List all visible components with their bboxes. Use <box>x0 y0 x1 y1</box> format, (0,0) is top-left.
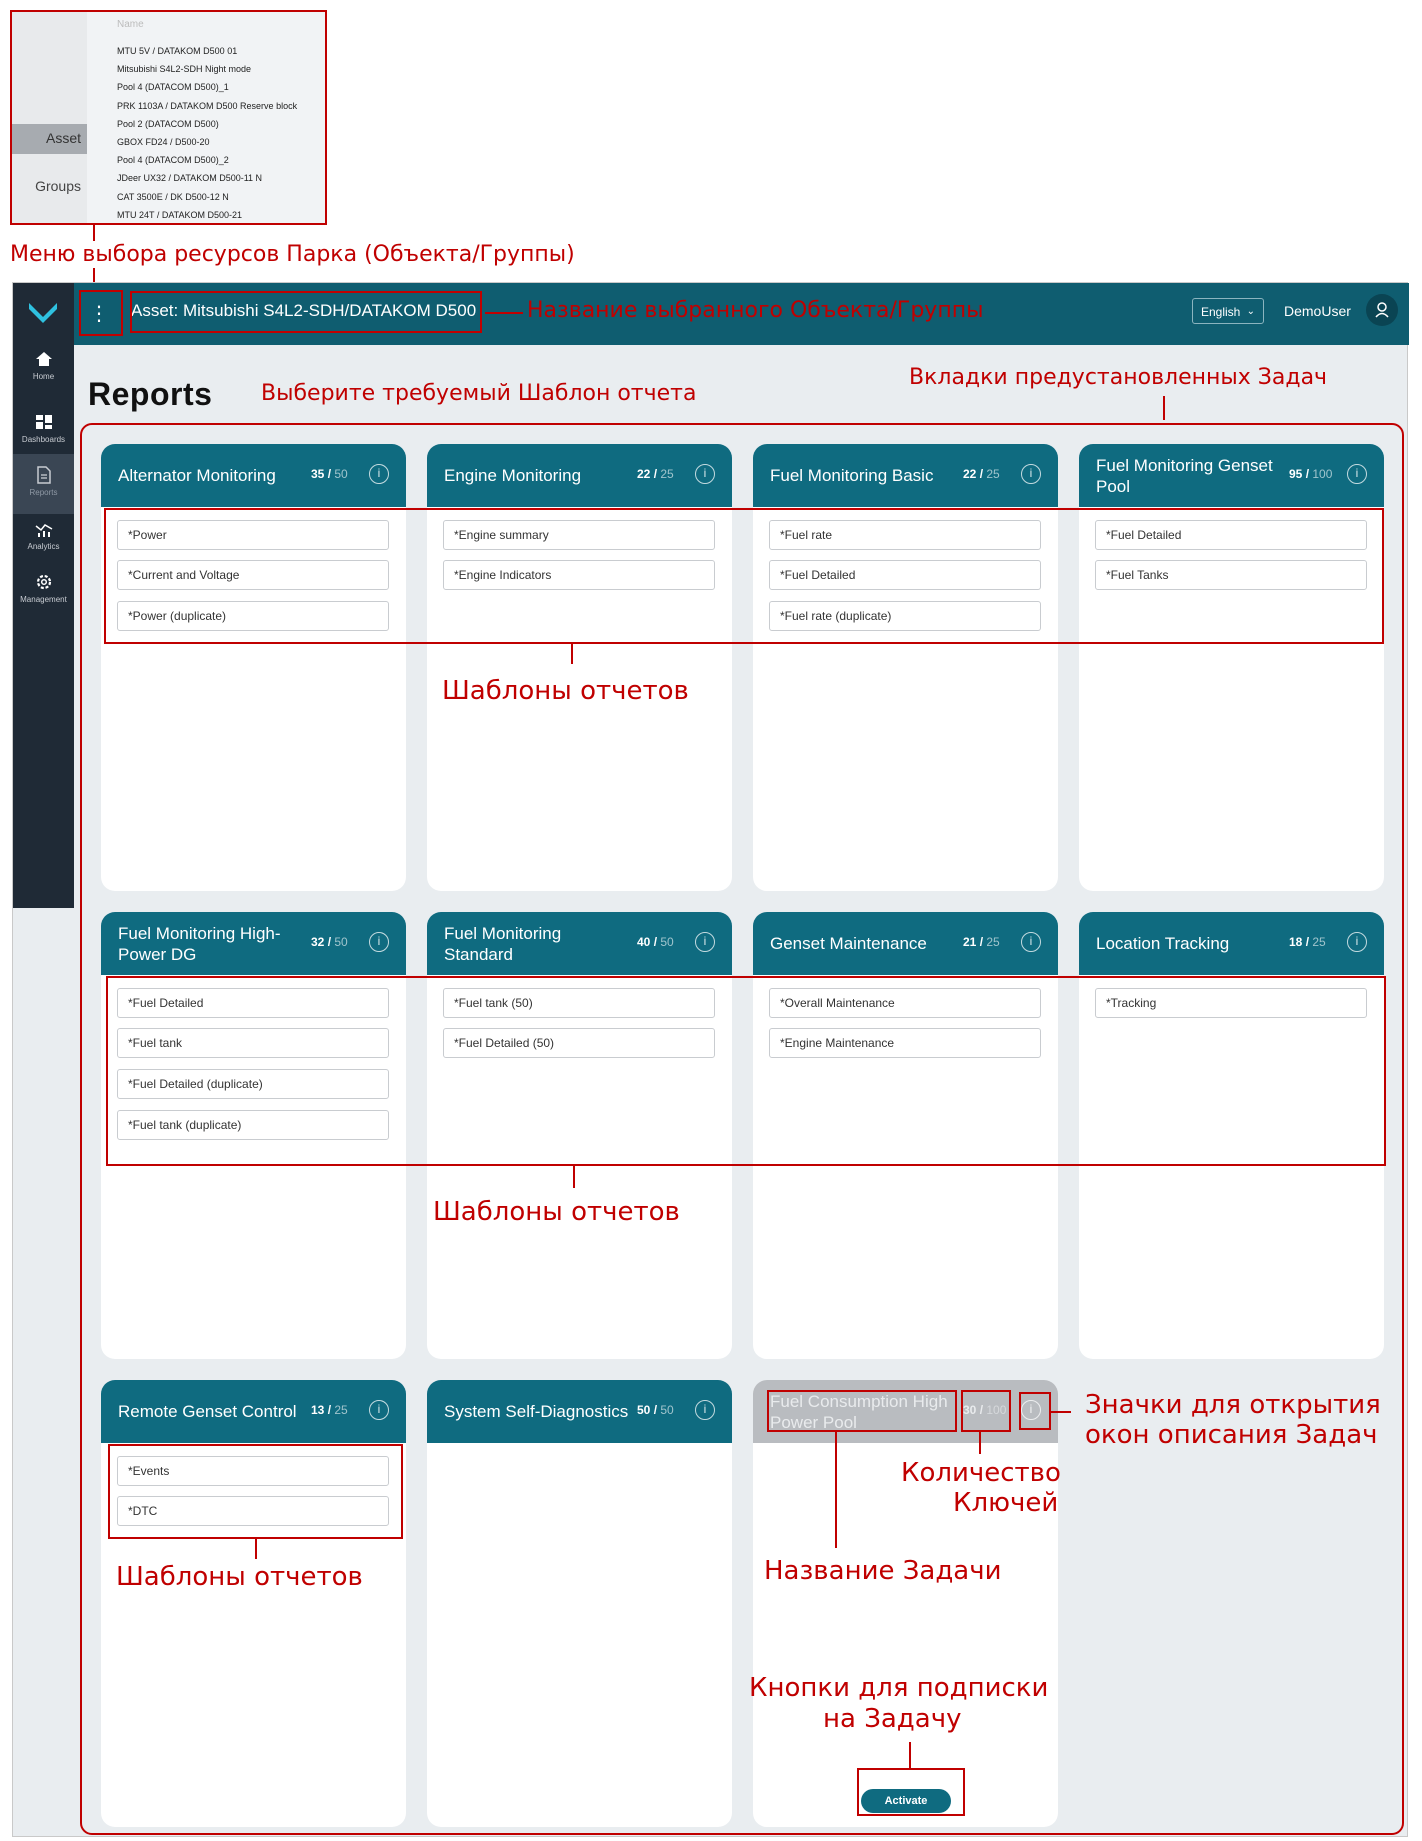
annotation-choose-template: Выберите требуемый Шаблон отчета <box>261 381 697 406</box>
username[interactable]: DemoUser <box>1284 303 1351 319</box>
user-icon <box>1366 294 1398 326</box>
report-template[interactable]: *Fuel Detailed <box>117 988 389 1018</box>
task-card-header <box>427 1380 732 1443</box>
gear-icon <box>35 573 53 591</box>
task-title: Location Tracking <box>1096 934 1230 953</box>
report-template[interactable]: *Fuel Detailed <box>769 560 1041 590</box>
annotation-line <box>1163 396 1165 420</box>
task-card-header <box>101 444 406 507</box>
analytics-icon <box>35 520 53 538</box>
info-icon[interactable]: i <box>369 1400 389 1420</box>
task-card-header <box>1079 444 1384 507</box>
asset-list-item[interactable]: Pool 4 (DATACOM D500)_2 <box>117 155 229 166</box>
annotation-box-templates <box>104 508 1384 644</box>
report-template[interactable]: *Fuel Detailed <box>1095 520 1367 550</box>
report-template[interactable]: *Fuel rate (duplicate) <box>769 601 1041 631</box>
keys-used: 95 <box>1289 467 1303 481</box>
sidebar-item-home[interactable] <box>13 338 74 398</box>
task-title: System Self-Diagnostics <box>444 1402 629 1421</box>
report-template[interactable]: *Events <box>117 1456 389 1486</box>
task-title: Remote Genset Control <box>118 1402 297 1421</box>
key-count: 40 / 50 <box>637 935 674 949</box>
asset-list-item[interactable]: Mitsubishi S4L2-SDH Night mode <box>117 64 252 75</box>
info-icon[interactable]: i <box>1347 464 1367 484</box>
task-card-header <box>427 444 732 507</box>
keys-used: 22 <box>963 467 977 481</box>
annotation-preset-tabs: Вкладки предустановленных Задач <box>909 365 1328 390</box>
keys-max: 25 <box>986 935 1000 949</box>
report-template[interactable]: *Fuel tank (50) <box>443 988 715 1018</box>
annotation-templates: Шаблоны отчетов <box>433 1197 680 1227</box>
task-title: Alternator Monitoring <box>118 466 276 485</box>
sidebar-item-dashboards[interactable] <box>13 401 74 461</box>
annotation-box-title <box>130 291 482 333</box>
keys-max: 100 <box>1312 467 1333 481</box>
asset-list-item[interactable]: GBOX FD24 / D500-20 <box>117 136 210 147</box>
task-card-header <box>427 912 732 975</box>
report-template[interactable]: *Power <box>117 520 389 550</box>
language-select[interactable] <box>1192 298 1264 324</box>
report-template[interactable]: *Fuel Tanks <box>1095 560 1367 590</box>
sidebar-item-reports[interactable] <box>13 454 74 514</box>
report-template[interactable]: *Engine Maintenance <box>769 1028 1041 1058</box>
keys-used: 22 <box>637 467 651 481</box>
annotation-subscribe: Кнопки для подписки <box>749 1673 1049 1703</box>
annotation-line <box>979 1432 981 1454</box>
info-icon[interactable]: i <box>369 464 389 484</box>
info-icon[interactable]: i <box>1021 464 1041 484</box>
task-card <box>753 1380 1058 1827</box>
asset-list <box>117 42 297 224</box>
sidebar-item-label: Home <box>32 372 55 381</box>
info-icon[interactable]: i <box>695 1400 715 1420</box>
annotation-box-task-name <box>767 1390 957 1432</box>
info-icon[interactable]: i <box>369 932 389 952</box>
report-template[interactable]: *Tracking <box>1095 988 1367 1018</box>
document-icon <box>35 466 53 484</box>
keys-max: 50 <box>660 935 674 949</box>
keys-max: 50 <box>660 1403 674 1417</box>
asset-selector-menu <box>10 10 327 225</box>
asset-list-item[interactable]: Pool 2 (DATACOM D500) <box>117 118 219 129</box>
dashboard-icon <box>35 413 53 431</box>
key-count: 13 / 25 <box>311 1403 348 1417</box>
chevron-down-icon: ⌄ <box>1246 306 1255 317</box>
keys-used: 50 <box>637 1403 651 1417</box>
task-card-header <box>101 912 406 975</box>
key-count: 22 / 25 <box>963 467 1000 481</box>
logo-icon <box>27 299 59 325</box>
annotation-box-menu <box>79 290 123 336</box>
annotation-line <box>835 1432 837 1548</box>
keys-used: 32 <box>311 935 325 949</box>
list-header: Name <box>117 19 144 30</box>
task-title: Genset Maintenance <box>770 934 927 953</box>
key-count: 32 / 50 <box>311 935 348 949</box>
report-template[interactable]: *Overall Maintenance <box>769 988 1041 1018</box>
report-template[interactable]: *Engine Indicators <box>443 560 715 590</box>
task-card-header <box>1079 912 1384 975</box>
annotation-line <box>255 1539 257 1559</box>
keys-used: 30 <box>963 1403 977 1417</box>
task-title: Engine Monitoring <box>444 466 582 485</box>
page-title: Reports <box>88 376 213 412</box>
annotation-line <box>485 312 523 314</box>
annotation-keys: Количество <box>901 1458 1061 1488</box>
annotation-box-info <box>1019 1392 1051 1430</box>
key-count: 22 / 25 <box>637 467 674 481</box>
keys-max: 25 <box>334 1403 348 1417</box>
annotation-line <box>1051 1411 1071 1413</box>
activate-button[interactable]: Activate <box>861 1789 951 1813</box>
annotation-line <box>571 644 573 664</box>
annotation-asset-menu: Меню выбора ресурсов Парка (Объекта/Группы) <box>10 242 575 267</box>
keys-used: 35 <box>311 467 325 481</box>
task-title: Fuel Monitoring Basic <box>770 466 934 485</box>
report-template[interactable]: *Fuel Detailed (duplicate) <box>117 1069 389 1099</box>
annotation-line <box>93 225 95 241</box>
key-count: 30 / 100 <box>963 1403 1007 1417</box>
keys-max: 50 <box>334 935 348 949</box>
report-template[interactable]: *Current and Voltage <box>117 560 389 590</box>
keys-max: 25 <box>660 467 674 481</box>
report-template[interactable]: *DTC <box>117 1496 389 1526</box>
user-avatar[interactable] <box>1366 294 1398 326</box>
task-title: Fuel Monitoring Standard <box>444 923 562 964</box>
annotation-box-keys <box>961 1390 1011 1432</box>
asset-list-item[interactable]: CAT 3500E / DK D500-12 N <box>117 191 229 202</box>
asset-list-item[interactable]: JDeer UX32 / DATAKOM D500-11 N <box>117 173 263 184</box>
key-count: 35 / 50 <box>311 467 348 481</box>
report-template[interactable]: *Fuel tank (duplicate) <box>117 1110 389 1140</box>
keys-used: 13 <box>311 1403 325 1417</box>
task-card-header <box>753 444 1058 507</box>
annotation-line <box>93 268 95 282</box>
sidebar-item-label: Reports <box>29 488 58 497</box>
task-title: Fuel Monitoring High-Power DG <box>118 923 281 964</box>
annotation-box-templates <box>108 1444 403 1539</box>
report-template[interactable]: *Power (duplicate) <box>117 601 389 631</box>
sidebar <box>13 283 74 908</box>
info-icon[interactable]: i <box>695 932 715 952</box>
keys-used: 21 <box>963 935 977 949</box>
annotation-keys: Ключей <box>953 1488 1059 1518</box>
keys-max: 25 <box>986 467 1000 481</box>
annotation-task-name: Название Задачи <box>764 1556 1002 1586</box>
annotation-selected-name: Название выбранного Объекта/Группы <box>527 298 984 323</box>
sidebar-item-management[interactable] <box>13 561 74 621</box>
info-icon[interactable]: i <box>695 464 715 484</box>
asset-list-item[interactable]: MTU 24T / DATAKOM D500-21 <box>117 209 243 220</box>
keys-used: 18 <box>1289 935 1303 949</box>
annotation-box-templates <box>106 976 1386 1166</box>
keys-used: 40 <box>637 935 651 949</box>
key-count: 21 / 25 <box>963 935 1000 949</box>
info-icon[interactable]: i <box>1021 1400 1041 1420</box>
report-template[interactable]: *Fuel rate <box>769 520 1041 550</box>
annotation-line <box>573 1166 575 1188</box>
keys-max: 50 <box>334 467 348 481</box>
report-template[interactable]: *Engine summary <box>443 520 715 550</box>
task-title: Fuel Monitoring Genset Pool <box>1096 455 1273 496</box>
sidebar-item-label: Analytics <box>27 542 60 551</box>
report-template[interactable]: *Fuel tank <box>117 1028 389 1058</box>
sidebar-item-analytics[interactable] <box>13 508 74 568</box>
language-value: English <box>1201 305 1241 319</box>
info-icon[interactable]: i <box>1347 932 1367 952</box>
info-icon[interactable]: i <box>1021 932 1041 952</box>
annotation-line <box>909 1742 911 1768</box>
annotation-subscribe: на Задачу <box>823 1704 962 1734</box>
key-count: 18 / 25 <box>1289 935 1326 949</box>
key-count: 95 / 100 <box>1289 467 1333 481</box>
task-title: Fuel Consumption High Power Pool <box>770 1391 948 1432</box>
sidebar-item-label: Dashboards <box>21 435 66 444</box>
keys-max: 100 <box>986 1403 1007 1417</box>
asset-list-item[interactable]: Pool 4 (DATACOM D500)_1 <box>117 82 229 93</box>
asset-list-item[interactable]: PRK 1103A / DATAKOM D500 Reserve block <box>117 100 298 111</box>
annotation-box-activate <box>857 1768 965 1816</box>
asset-menu-button[interactable]: ⋮ <box>89 303 109 325</box>
keys-max: 25 <box>1312 935 1326 949</box>
report-template[interactable]: *Fuel Detailed (50) <box>443 1028 715 1058</box>
task-card-header <box>101 1380 406 1443</box>
key-count: 50 / 50 <box>637 1403 674 1417</box>
home-icon <box>35 350 53 368</box>
tab-groups[interactable]: Groups <box>35 178 81 194</box>
sidebar-item-label: Management <box>20 595 67 604</box>
task-card <box>427 1380 732 1827</box>
tab-asset[interactable]: Asset <box>12 124 87 154</box>
asset-list-item[interactable]: MTU 5V / DATAKOM D500 01 <box>117 46 238 56</box>
annotation-info-icons: Значки для открытия <box>1085 1390 1381 1420</box>
annotation-templates: Шаблоны отчетов <box>116 1562 363 1592</box>
selected-asset-title: Asset: Mitsubishi S4L2-SDH/DATAKOM D500 <box>131 301 477 320</box>
annotation-templates: Шаблоны отчетов <box>442 676 689 706</box>
task-card-header <box>753 912 1058 975</box>
annotation-info-icons: окон описания Задач <box>1085 1420 1378 1450</box>
